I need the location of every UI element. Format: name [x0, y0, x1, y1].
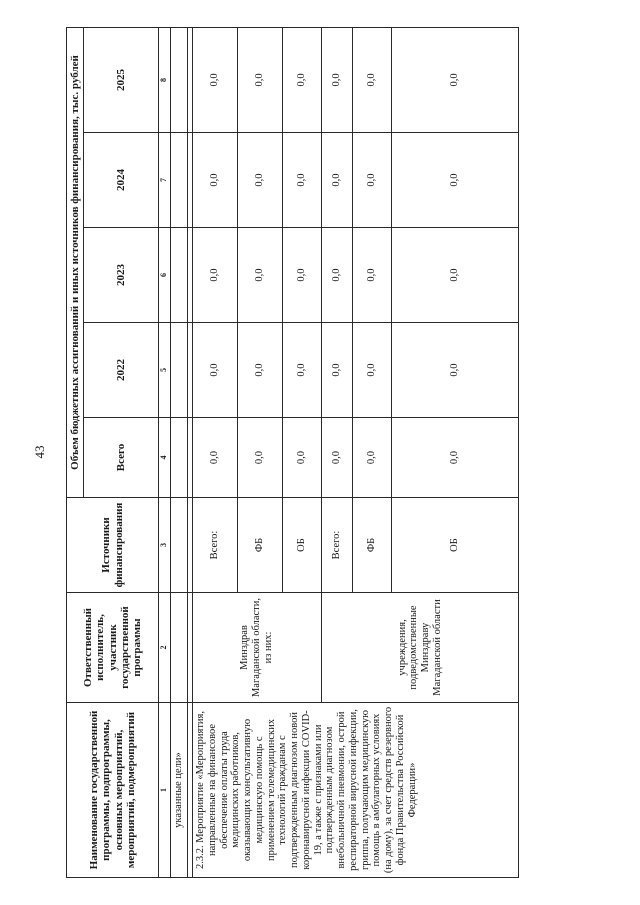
- header-2024: 2024: [84, 133, 159, 228]
- value-cell: 0,0: [392, 133, 519, 228]
- page-number: 43: [32, 445, 47, 459]
- value-cell: 0,0: [353, 27, 392, 132]
- value-cell: 0,0: [283, 27, 322, 132]
- value-cell: 0,0: [322, 228, 353, 323]
- funding-source: ОБ: [392, 498, 519, 593]
- funding-source: Всего:: [322, 498, 353, 593]
- funding-source: Всего:: [193, 498, 238, 593]
- value-cell: 0,0: [283, 228, 322, 323]
- funding-source: ФБ: [238, 498, 283, 593]
- header-2023: 2023: [84, 228, 159, 323]
- header-2022: 2022: [84, 323, 159, 418]
- value-cell: 0,0: [392, 228, 519, 323]
- value-cell: 0,0: [322, 133, 353, 228]
- value-cell: 0,0: [353, 133, 392, 228]
- table-row: [193, 27, 238, 877]
- header-total: Всего: [84, 418, 159, 498]
- value-cell: 0,0: [283, 133, 322, 228]
- column-number-row: [159, 27, 171, 877]
- value-cell: 0,0: [392, 27, 519, 132]
- col-number: 7: [159, 133, 171, 228]
- value-cell: 0,0: [238, 228, 283, 323]
- header-2025: 2025: [84, 27, 159, 132]
- value-cell: 0,0: [322, 323, 353, 418]
- header-funding-group: Объем бюджетных ассигнований и иных источников финансирования, тыс. рублей: [67, 27, 84, 497]
- value-cell: 0,0: [392, 323, 519, 418]
- value-cell: 0,0: [193, 323, 238, 418]
- col-number: 5: [159, 323, 171, 418]
- value-cell: 0,0: [353, 323, 392, 418]
- value-cell: 0,0: [193, 133, 238, 228]
- value-cell: 0,0: [353, 418, 392, 498]
- col-number: 8: [159, 27, 171, 132]
- value-cell: 0,0: [353, 228, 392, 323]
- funding-source: ФБ: [353, 498, 392, 593]
- value-cell: 0,0: [322, 418, 353, 498]
- continuation-row: [171, 27, 188, 877]
- value-cell: 0,0: [238, 133, 283, 228]
- col-number: 3: [159, 498, 171, 593]
- col-number: 2: [159, 593, 171, 703]
- col-number: 4: [159, 418, 171, 498]
- value-cell: 0,0: [193, 27, 238, 132]
- value-cell: 0,0: [322, 27, 353, 132]
- value-cell: 0,0: [283, 323, 322, 418]
- measure-description: 2.3.2. Мероприятие «Мероприятия, направленные на финансовое обеспечение оплаты труда медицинских работников, оказывающих консультативную медицинскую помощь с применением телемедицинских технологий гражданам с подтвержденным диагнозом новой коронавирусной инфекции COVID-19, а также с признаками или подтвержденным диагнозом внебольничной пневмонии, острой респираторной вирусной инфекции, гриппа, получающим медицинскую помощь в амбулаторных условиях (на дому), за счет средств резервного фонда Правительства Российской Федерации»: [193, 703, 519, 878]
- value-cell: 0,0: [238, 323, 283, 418]
- continuation-text: указанные цели»: [171, 703, 188, 878]
- value-cell: 0,0: [193, 228, 238, 323]
- value-cell: 0,0: [193, 418, 238, 498]
- executor-institutions: учреждения, подведомственные Минздраву Магаданской области: [322, 593, 519, 703]
- header-executor: Ответственный исполнитель, участник государственной программы: [67, 593, 159, 703]
- funding-source: ОБ: [283, 498, 322, 593]
- col-number: 1: [159, 703, 171, 878]
- value-cell: 0,0: [392, 418, 519, 498]
- executor-minzdrav: Минздрав Магаданской области, из них:: [193, 593, 322, 703]
- header-funding-source: Источники финансирования: [67, 498, 159, 593]
- funding-table: [66, 27, 519, 878]
- value-cell: 0,0: [283, 418, 322, 498]
- value-cell: 0,0: [238, 27, 283, 132]
- header-program-name: Наименование государственной программы, подпрограммы, основных мероприятий, мероприятий, подмероприятий: [67, 703, 159, 878]
- value-cell: 0,0: [238, 418, 283, 498]
- col-number: 6: [159, 228, 171, 323]
- rotated-table-container: [66, 28, 621, 878]
- header-row-1: [67, 27, 84, 877]
